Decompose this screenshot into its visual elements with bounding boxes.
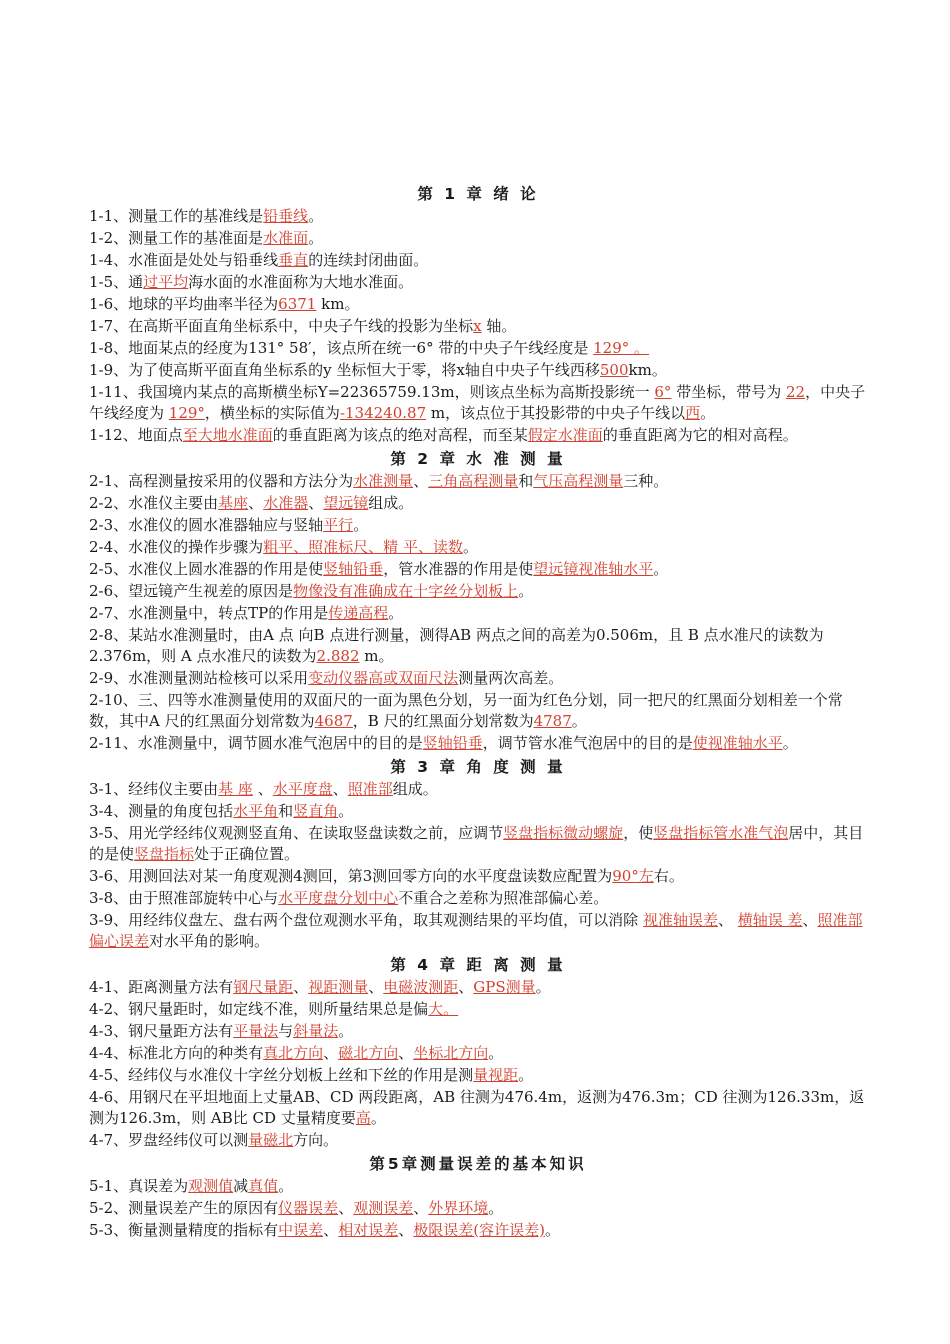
answer-fill: 大。 bbox=[428, 1000, 459, 1018]
question-text: 3-8、由于照准部旋转中心与 bbox=[89, 889, 279, 907]
question-text: 三种。 bbox=[623, 472, 669, 490]
question-text: ，B 尺的红黑面分划常数为 bbox=[352, 712, 534, 730]
answer-fill: 2.882 bbox=[316, 647, 360, 665]
answer-fill: 水准面 bbox=[263, 229, 309, 247]
question-text: 2-11、水准测量中，调节圆水准气泡居中的目的是 bbox=[89, 734, 423, 752]
question-text: m，该点位于其投影带的中央子午线以 bbox=[426, 404, 686, 422]
question-item bbox=[89, 581, 867, 602]
question-text: 2-2、水准仪主要由 bbox=[89, 494, 219, 512]
answer-fill: 望远镜视准轴水平 bbox=[533, 560, 654, 578]
question-text: 和 bbox=[278, 802, 294, 820]
question-text: 2-8、某站水准测量时，由A 点 向B 点进行测量，测得AB 两点之间的高差为0.506m，且 B 点水准尺的读数为2.376m，则 A 点水准尺的读数为 bbox=[89, 626, 824, 665]
question-text: 。 bbox=[571, 712, 587, 730]
question-text: 。 bbox=[653, 560, 669, 578]
question-item bbox=[89, 425, 867, 446]
question-text: 1-7、在高斯平面直角坐标系中，中央子午线的投影为坐标 bbox=[89, 317, 474, 335]
question-text: 。 bbox=[782, 734, 798, 752]
question-text: 、 bbox=[802, 911, 818, 929]
answer-fill: 望远镜 bbox=[323, 494, 369, 512]
question-text: ，使 bbox=[623, 824, 654, 842]
answer-fill: -134240.87 bbox=[339, 404, 427, 422]
question-text: 。 bbox=[370, 1109, 386, 1127]
question-text: 1-9、为了使高斯平面直角坐标系的y 坐标恒大于零，将x轴自中央子午线西移 bbox=[89, 361, 600, 379]
question-text: m。 bbox=[359, 647, 394, 665]
answer-fill: 竖轴铅垂 bbox=[422, 734, 483, 752]
answer-fill: 坐标北方向 bbox=[413, 1044, 489, 1062]
question-text: 、 bbox=[368, 978, 384, 996]
question-text: ，调节管水准气泡居中的目的是 bbox=[482, 734, 693, 752]
question-text: 1-2、测量工作的基准面是 bbox=[89, 229, 264, 247]
question-item bbox=[89, 779, 867, 800]
question-text: 4-1、距离测量方法有 bbox=[89, 978, 234, 996]
question-text: 3-6、用测回法对某一角度观测4测回，第3测回零方向的水平度盘读数应配置为 bbox=[89, 867, 613, 885]
question-text: 、 bbox=[293, 978, 309, 996]
answer-fill: 磁北方向 bbox=[338, 1044, 399, 1062]
question-text: 右。 bbox=[653, 867, 684, 885]
answer-fill: 水平度盘分划中心 bbox=[278, 889, 399, 907]
answer-fill: 基座 bbox=[218, 494, 249, 512]
question-text: 。 bbox=[308, 207, 324, 225]
question-text: 2-10、三、四等水准测量使用的双面尺的一面为黑色分划，另一面为红色分划，同一把尺的红黑面分划相差一个常数，其中A 尺的红黑面分划常数为 bbox=[89, 691, 843, 730]
question-text: 测量两次高差。 bbox=[458, 669, 564, 687]
question-text: 对水平角的影响。 bbox=[149, 932, 270, 950]
answer-fill: x bbox=[473, 317, 482, 335]
question-text: 5-3、衡量测量精度的指标有 bbox=[89, 1221, 279, 1239]
question-text: km。 bbox=[316, 295, 360, 313]
answer-fill: 水平角 bbox=[233, 802, 279, 820]
answer-fill: 22 bbox=[785, 383, 806, 401]
question-text: 4-6、用钢尺在平坦地面上丈量AB、CD 两段距离，AB 往测为476.4m，返测为476.3m；CD 往测为126.33m，返测为126.3m，则 AB比 CD 丈量精度要 bbox=[89, 1088, 865, 1127]
answer-fill: GPS测量 bbox=[473, 978, 536, 996]
answer-fill: 三角高程测量 bbox=[428, 472, 519, 490]
answer-fill: 基 座 bbox=[218, 780, 253, 798]
question-item bbox=[89, 338, 867, 359]
question-text: 4-7、罗盘经纬仪可以测 bbox=[89, 1131, 249, 1149]
answer-fill: 竖直角 bbox=[293, 802, 339, 820]
question-text: 5-2、测量误差产生的原因有 bbox=[89, 1199, 279, 1217]
question-item bbox=[89, 559, 867, 580]
question-text: 。 bbox=[388, 604, 404, 622]
question-text: 2-5、水准仪上圆水准器的作用是使 bbox=[89, 560, 324, 578]
question-text: 。 bbox=[544, 1221, 560, 1239]
question-text: 的垂直距离为它的相对高程。 bbox=[602, 426, 798, 444]
answer-fill: 西 bbox=[685, 404, 701, 422]
question-text: 的垂直距离为该点的绝对高程，而至某 bbox=[272, 426, 528, 444]
question-text: 。 bbox=[518, 1066, 534, 1084]
chapter-heading: 第 4 章 距 离 测 量 bbox=[390, 956, 566, 974]
question-item bbox=[89, 1087, 867, 1129]
question-item bbox=[89, 823, 867, 865]
answer-fill: 外界环境 bbox=[428, 1199, 489, 1217]
question-item bbox=[89, 1220, 867, 1241]
question-text: 4-5、经纬仪与水准仪十字丝分划板上丝和下丝的作用是测 bbox=[89, 1066, 474, 1084]
answer-fill: 视准轴误差 bbox=[642, 911, 718, 929]
question-text: 。 bbox=[488, 1199, 504, 1217]
question-text: 3-5、用光学经纬仪观测竖直角、在读取竖盘读数之前，应调节 bbox=[89, 824, 504, 842]
answer-fill: 量磁北 bbox=[248, 1131, 294, 1149]
question-text: 2-6、望远镜产生视差的原因是 bbox=[89, 582, 294, 600]
question-item bbox=[89, 515, 867, 536]
answer-fill: 假定水准面 bbox=[527, 426, 603, 444]
question-item bbox=[89, 537, 867, 558]
question-text: 与 bbox=[278, 1022, 294, 1040]
question-item bbox=[89, 1065, 867, 1086]
answer-fill: 钢尺量距 bbox=[233, 978, 294, 996]
question-text: 。 bbox=[518, 582, 534, 600]
question-text: 居中，其目的是使 bbox=[89, 824, 864, 863]
answer-fill: 90°左 bbox=[612, 867, 654, 885]
question-text: 2-7、水准测量中，转点TP的作用是 bbox=[89, 604, 329, 622]
question-text: 和 bbox=[518, 472, 534, 490]
question-text: 海水面的水准面称为大地水准面。 bbox=[188, 273, 414, 291]
answer-fill: 6° bbox=[654, 383, 672, 401]
answer-fill: 仪器误差 bbox=[278, 1199, 339, 1217]
answer-fill: 6371 bbox=[278, 295, 317, 313]
answer-fill: 平量法 bbox=[233, 1022, 279, 1040]
question-text: 4-2、钢尺量距时，如定线不准，则所量结果总是偏 bbox=[89, 1000, 429, 1018]
question-item bbox=[89, 977, 867, 998]
question-text: 1-11、我国境内某点的高斯横坐标Y=22365759.13m，则该点坐标为高斯投影统一 bbox=[89, 383, 655, 401]
question-text: 。 bbox=[338, 1022, 354, 1040]
question-text: 。 bbox=[462, 538, 478, 556]
answer-fill: 真值 bbox=[248, 1177, 279, 1195]
question-text: 组成。 bbox=[392, 780, 438, 798]
question-text: 减 bbox=[233, 1177, 249, 1195]
question-item bbox=[89, 316, 867, 337]
question-item bbox=[89, 250, 867, 271]
question-text: 、 bbox=[323, 1044, 339, 1062]
question-text: 、 bbox=[398, 1044, 414, 1062]
question-text: km。 bbox=[628, 361, 667, 379]
answer-fill: 极限误差(容许误差) bbox=[413, 1221, 545, 1239]
question-text: 、 bbox=[413, 1199, 429, 1217]
answer-fill: 相对误差 bbox=[338, 1221, 399, 1239]
question-item bbox=[89, 690, 867, 732]
question-item bbox=[89, 493, 867, 514]
question-text: 2-3、水准仪的圆水准器轴应与竖轴 bbox=[89, 516, 324, 534]
question-text: 1-8、地面某点的经度为131° 58′，该点所在统一6° 带的中央子午线经度是 bbox=[89, 339, 594, 357]
question-text: 。 bbox=[308, 229, 324, 247]
question-text: 。 bbox=[700, 404, 716, 422]
chapter-heading: 第 2 章 水 准 测 量 bbox=[390, 450, 566, 468]
question-text: ，横坐标的实际值为 bbox=[204, 404, 340, 422]
question-item bbox=[89, 999, 867, 1020]
answer-fill: 500 bbox=[599, 361, 629, 379]
chapter-heading: 第 3 章 角 度 测 量 bbox=[390, 758, 566, 776]
question-text: 2-4、水准仪的操作步骤为 bbox=[89, 538, 264, 556]
answer-fill: 高 bbox=[355, 1109, 371, 1127]
answer-fill: 竖轴铅垂 bbox=[323, 560, 384, 578]
question-item bbox=[89, 272, 867, 293]
question-item bbox=[89, 625, 867, 667]
question-item bbox=[89, 1130, 867, 1151]
chapter-heading: 第5章测量误差的基本知识 bbox=[369, 1155, 587, 1173]
question-item bbox=[89, 603, 867, 624]
answer-fill: 使视准轴水平 bbox=[692, 734, 783, 752]
question-text: 2-1、高程测量按采用的仪器和方法分为 bbox=[89, 472, 354, 490]
question-text: 3-9、用经纬仪盘左、盘右两个盘位观测水平角，取其观测结果的平均值，可以消除 bbox=[89, 911, 643, 929]
question-text: ，中央子午线经度为 bbox=[89, 383, 866, 422]
question-text: 4-4、标准北方向的种类有 bbox=[89, 1044, 264, 1062]
answer-fill: 竖盘指标微动螺旋 bbox=[503, 824, 624, 842]
question-text: 、 bbox=[252, 780, 273, 798]
answer-fill: 竖盘指标管水准气泡 bbox=[653, 824, 789, 842]
answer-fill: 变动仪器高或双面尺法 bbox=[308, 669, 459, 687]
answer-fill: 照准部偏心误差 bbox=[89, 911, 863, 950]
question-text: 2-9、水准测量测站检核可以采用 bbox=[89, 669, 309, 687]
question-item bbox=[89, 668, 867, 689]
question-text: 4-3、钢尺量距方法有 bbox=[89, 1022, 234, 1040]
question-text: 1-4、水准面是处处与铅垂线 bbox=[89, 251, 279, 269]
answer-fill: 气压高程测量 bbox=[533, 472, 624, 490]
question-item bbox=[89, 360, 867, 381]
question-text: 、 bbox=[398, 1221, 414, 1239]
answer-fill: 电磁波测距 bbox=[383, 978, 459, 996]
question-text: 3-4、测量的角度包括 bbox=[89, 802, 234, 820]
chapter-heading: 第 1 章 绪 论 bbox=[417, 185, 539, 203]
question-text: 5-1、真误差为 bbox=[89, 1177, 189, 1195]
answer-fill: 4787 bbox=[533, 712, 572, 730]
question-item bbox=[89, 382, 867, 424]
answer-fill: 4687 bbox=[314, 712, 353, 730]
question-text: 。 bbox=[535, 978, 551, 996]
question-text: 、 bbox=[458, 978, 474, 996]
question-text: 1-12、地面点 bbox=[89, 426, 183, 444]
question-item bbox=[89, 888, 867, 909]
question-text: 、 bbox=[248, 494, 264, 512]
document-body bbox=[89, 182, 867, 1242]
question-text: 。 bbox=[353, 516, 369, 534]
question-text: 。 bbox=[338, 802, 354, 820]
answer-fill: 过平均 bbox=[143, 273, 189, 291]
question-text: 组成。 bbox=[368, 494, 414, 512]
question-text: 1-6、地球的平均曲率半径为 bbox=[89, 295, 279, 313]
question-item bbox=[89, 206, 867, 227]
question-text: 的连续封闭曲面。 bbox=[308, 251, 429, 269]
question-item bbox=[89, 228, 867, 249]
question-text: 、 bbox=[332, 780, 348, 798]
question-item bbox=[89, 294, 867, 315]
answer-fill: 量视距 bbox=[473, 1066, 519, 1084]
question-text: 。 bbox=[488, 1044, 504, 1062]
question-text: 轴。 bbox=[481, 317, 517, 335]
answer-fill: 水准测量 bbox=[353, 472, 414, 490]
question-text: 。 bbox=[278, 1177, 294, 1195]
question-text: 、 bbox=[338, 1199, 354, 1217]
question-text: 方向。 bbox=[293, 1131, 339, 1149]
answer-fill: 中误差 bbox=[278, 1221, 324, 1239]
answer-fill: 观测值 bbox=[188, 1177, 234, 1195]
answer-fill: 真北方向 bbox=[263, 1044, 324, 1062]
answer-fill: 横轴误 差 bbox=[737, 911, 803, 929]
answer-fill: 粗平、照准标尺、精 平、读数 bbox=[263, 538, 463, 556]
question-item bbox=[89, 733, 867, 754]
answer-fill: 129° bbox=[168, 404, 205, 422]
answer-fill: 平行 bbox=[323, 516, 354, 534]
answer-fill: 斜量法 bbox=[293, 1022, 339, 1040]
answer-fill: 照准部 bbox=[347, 780, 393, 798]
question-text: 带坐标，带号为 bbox=[671, 383, 786, 401]
question-text: 、 bbox=[323, 1221, 339, 1239]
question-text: 、 bbox=[308, 494, 324, 512]
question-text: 3-1、经纬仪主要由 bbox=[89, 780, 219, 798]
answer-fill: 129° 。 bbox=[593, 339, 650, 357]
answer-fill: 物像没有准确成在十字丝分划板上 bbox=[293, 582, 519, 600]
answer-fill: 至大地水准面 bbox=[182, 426, 273, 444]
question-item bbox=[89, 866, 867, 887]
answer-fill: 水平度盘 bbox=[272, 780, 333, 798]
question-item bbox=[89, 1021, 867, 1042]
answer-fill: 铅垂线 bbox=[263, 207, 309, 225]
answer-fill: 传递高程 bbox=[328, 604, 389, 622]
answer-fill: 视距测量 bbox=[308, 978, 369, 996]
question-item bbox=[89, 1043, 867, 1064]
question-text: 1-5、通 bbox=[89, 273, 144, 291]
answer-fill: 垂直 bbox=[278, 251, 309, 269]
question-item bbox=[89, 471, 867, 492]
answer-fill: 水准器 bbox=[263, 494, 309, 512]
question-text: 不重合之差称为照准部偏心差。 bbox=[398, 889, 609, 907]
question-text: 处于正确位置。 bbox=[194, 845, 300, 863]
question-item bbox=[89, 1176, 867, 1197]
question-item bbox=[89, 1198, 867, 1219]
question-text: 、 bbox=[413, 472, 429, 490]
answer-fill: 竖盘指标 bbox=[134, 845, 195, 863]
question-item bbox=[89, 801, 867, 822]
question-item bbox=[89, 910, 867, 952]
question-text: 1-1、测量工作的基准线是 bbox=[89, 207, 264, 225]
question-text: 、 bbox=[717, 911, 738, 929]
answer-fill: 观测误差 bbox=[353, 1199, 414, 1217]
question-text: ，管水准器的作用是使 bbox=[383, 560, 534, 578]
